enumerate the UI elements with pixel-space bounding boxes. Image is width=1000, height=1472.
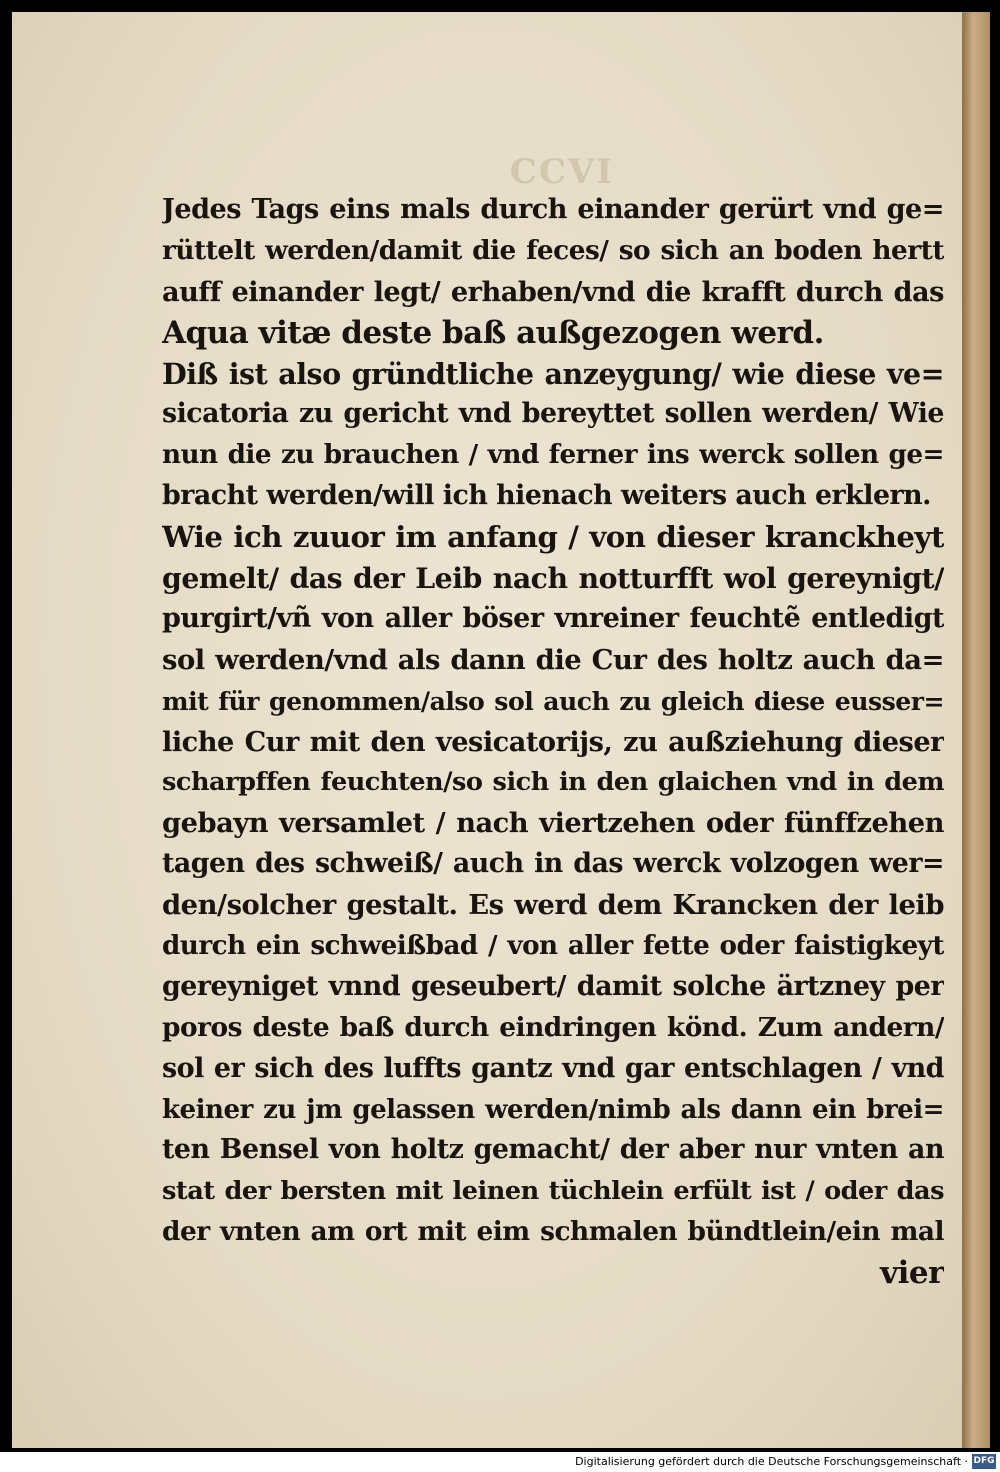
text-line: sol werden/vnd als dann die Cur des holtz auch da= — [162, 643, 944, 676]
text-line: Diß ist also gründtliche anzeygung/ wie diese ve= — [162, 356, 944, 391]
text-line: bracht werden/will ich hienach weiters auch erklern. — [162, 480, 931, 512]
text-line: gereyniget vnnd geseubert/ damit solche ärtzney per — [162, 970, 944, 1002]
text-line: gemelt/ das der Leib nach notturfft wol gereynigt/ — [162, 561, 944, 596]
text-line: durch ein schweißbad / von aller fette oder faistigkeyt — [162, 930, 944, 962]
text-line: stat der bersten mit leinen tüchlein erfült ist / oder das — [162, 1176, 944, 1207]
text-line: poros deste baß durch eindringen könd. Zum andern/ — [162, 1011, 944, 1043]
text-line: tagen des schweiß/ auch in das werck volzogen wer= — [162, 848, 944, 880]
text-line: rüttelt werden/damit die feces/ so sich an boden hertt — [162, 234, 944, 266]
book-page — [12, 12, 962, 1448]
page-number-header: CCVI — [509, 152, 615, 192]
text-line: auff einander legt/ erhaben/vnd die krafft durch das — [162, 275, 944, 308]
text-line: Jedes Tags eins mals durch einander gerürt vnd ge= — [162, 194, 944, 225]
footer-credit: Digitalisierung gefördert durch die Deutsche Forschungsgemeinschaft · — [575, 1455, 968, 1468]
dfg-logo: DFG — [972, 1454, 996, 1469]
text-line: gebayn versamlet / nach viertzehen oder fünffzehen — [162, 807, 944, 840]
text-line: scharpffen feuchten/so sich in den glaichen vnd in dem — [162, 767, 944, 798]
text-line: purgirt/vñ von aller böser vnreiner feuchtẽ entledigt — [162, 602, 944, 634]
text-line: Wie ich zuuor im anfang / von dieser kranckheyt — [162, 520, 944, 555]
text-line: der vnten am ort mit eim schmalen bündtlein/ein mal — [162, 1216, 944, 1248]
page-edge — [962, 12, 990, 1448]
body-text — [162, 190, 944, 1294]
text-line: mit für genommen/also sol auch zu gleich diese eusser= — [162, 685, 944, 716]
text-line: den/solcher gestalt. Es werd dem Krancken der leib — [162, 889, 944, 922]
text-line: Aqua vitæ deste baß außgezogen werd. — [162, 314, 824, 351]
text-line: nun die zu brauchen / vnd ferner ins werck sollen ge= — [162, 439, 944, 471]
text-line: sol er sich des luffts gantz vnd gar entschlagen / vnd — [162, 1052, 944, 1084]
text-line: liche Cur mit den vesicatorijs, zu außziehung dieser — [162, 725, 944, 758]
text-line: sicatoria zu gericht vnd bereyttet sollen werden/ Wie — [162, 398, 944, 430]
catchword: vier — [880, 1255, 944, 1292]
digitization-footer — [0, 1452, 1000, 1472]
text-line: ten Bensel von holtz gemacht/ der aber nur vnten an — [162, 1134, 944, 1166]
text-line: keiner zu jm gelassen werden/nimb als dann ein brei= — [162, 1094, 944, 1125]
